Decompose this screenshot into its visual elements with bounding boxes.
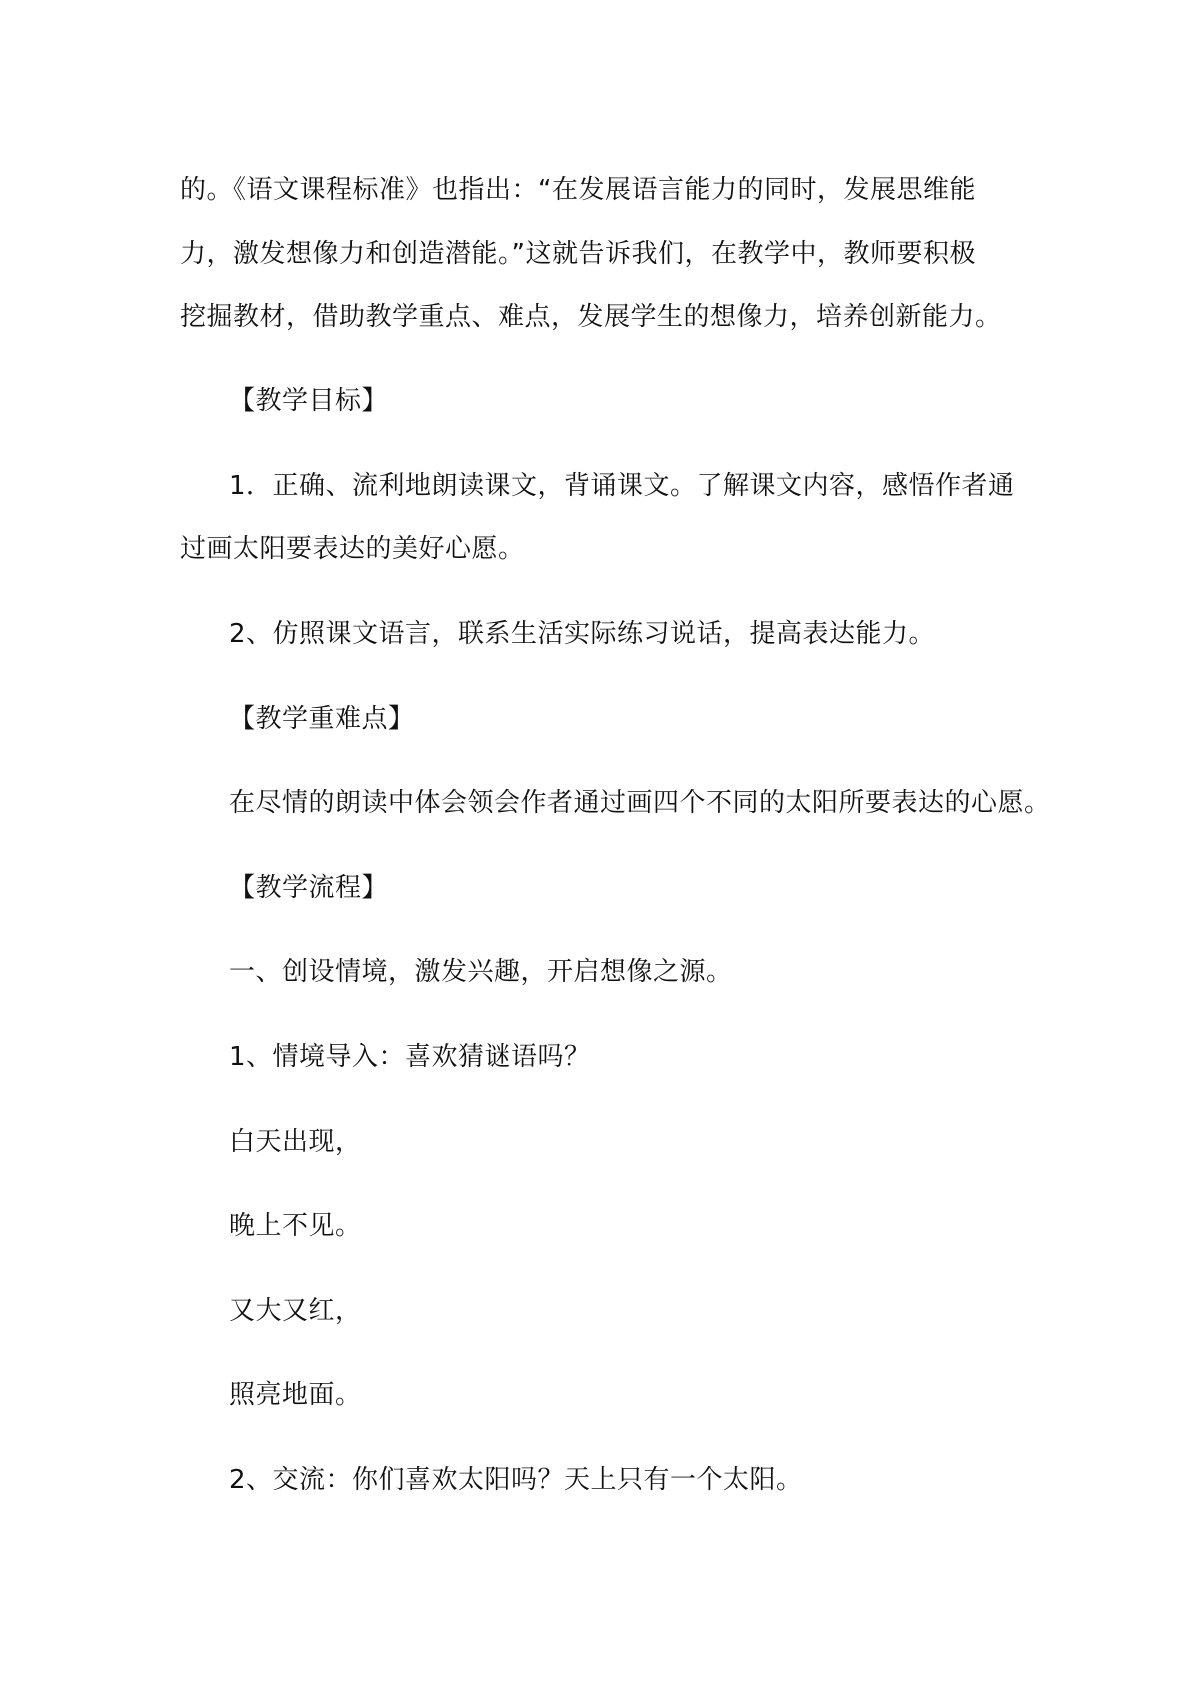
paragraph-line: 一、创设情境，激发兴趣，开启想像之源。 <box>229 957 733 987</box>
section-heading: 【教学重难点】 <box>229 704 415 734</box>
riddle-line: 晚上不见。 <box>229 1211 362 1241</box>
paragraph-line: 在尽情的朗读中体会领会作者通过画四个不同的太阳所要表达的心愿。 <box>229 788 1051 818</box>
paragraph-line: 的。《语文课程标准》也指出：“在发展语言能力的同时，发展思维能 <box>180 175 976 205</box>
paragraph-line: 挖掘教材，借助教学重点、难点，发展学生的想像力，培养创新能力。 <box>180 302 1002 332</box>
paragraph-line: 力，激发想像力和创造潜能。”这就告诉我们，在教学中，教师要积极 <box>180 239 976 269</box>
paragraph-line: 2、交流：你们喜欢太阳吗？天上只有一个太阳。 <box>229 1465 803 1495</box>
riddle-line: 白天出现， <box>229 1127 362 1157</box>
paragraph-line: 1．正确、流利地朗读课文，背诵课文。了解课文内容，感悟作者通 <box>229 471 1015 501</box>
section-heading: 【教学流程】 <box>229 873 389 903</box>
paragraph-line: 2、仿照课文语言，联系生活实际练习说话，提高表达能力。 <box>229 619 936 649</box>
riddle-line: 照亮地面。 <box>229 1380 362 1410</box>
paragraph-line: 过画太阳要表达的美好心愿。 <box>180 534 525 564</box>
section-heading: 【教学目标】 <box>229 386 389 416</box>
paragraph-line: 1、情境导入：喜欢猜谜语吗？ <box>229 1042 591 1072</box>
riddle-line: 又大又红， <box>229 1296 362 1326</box>
